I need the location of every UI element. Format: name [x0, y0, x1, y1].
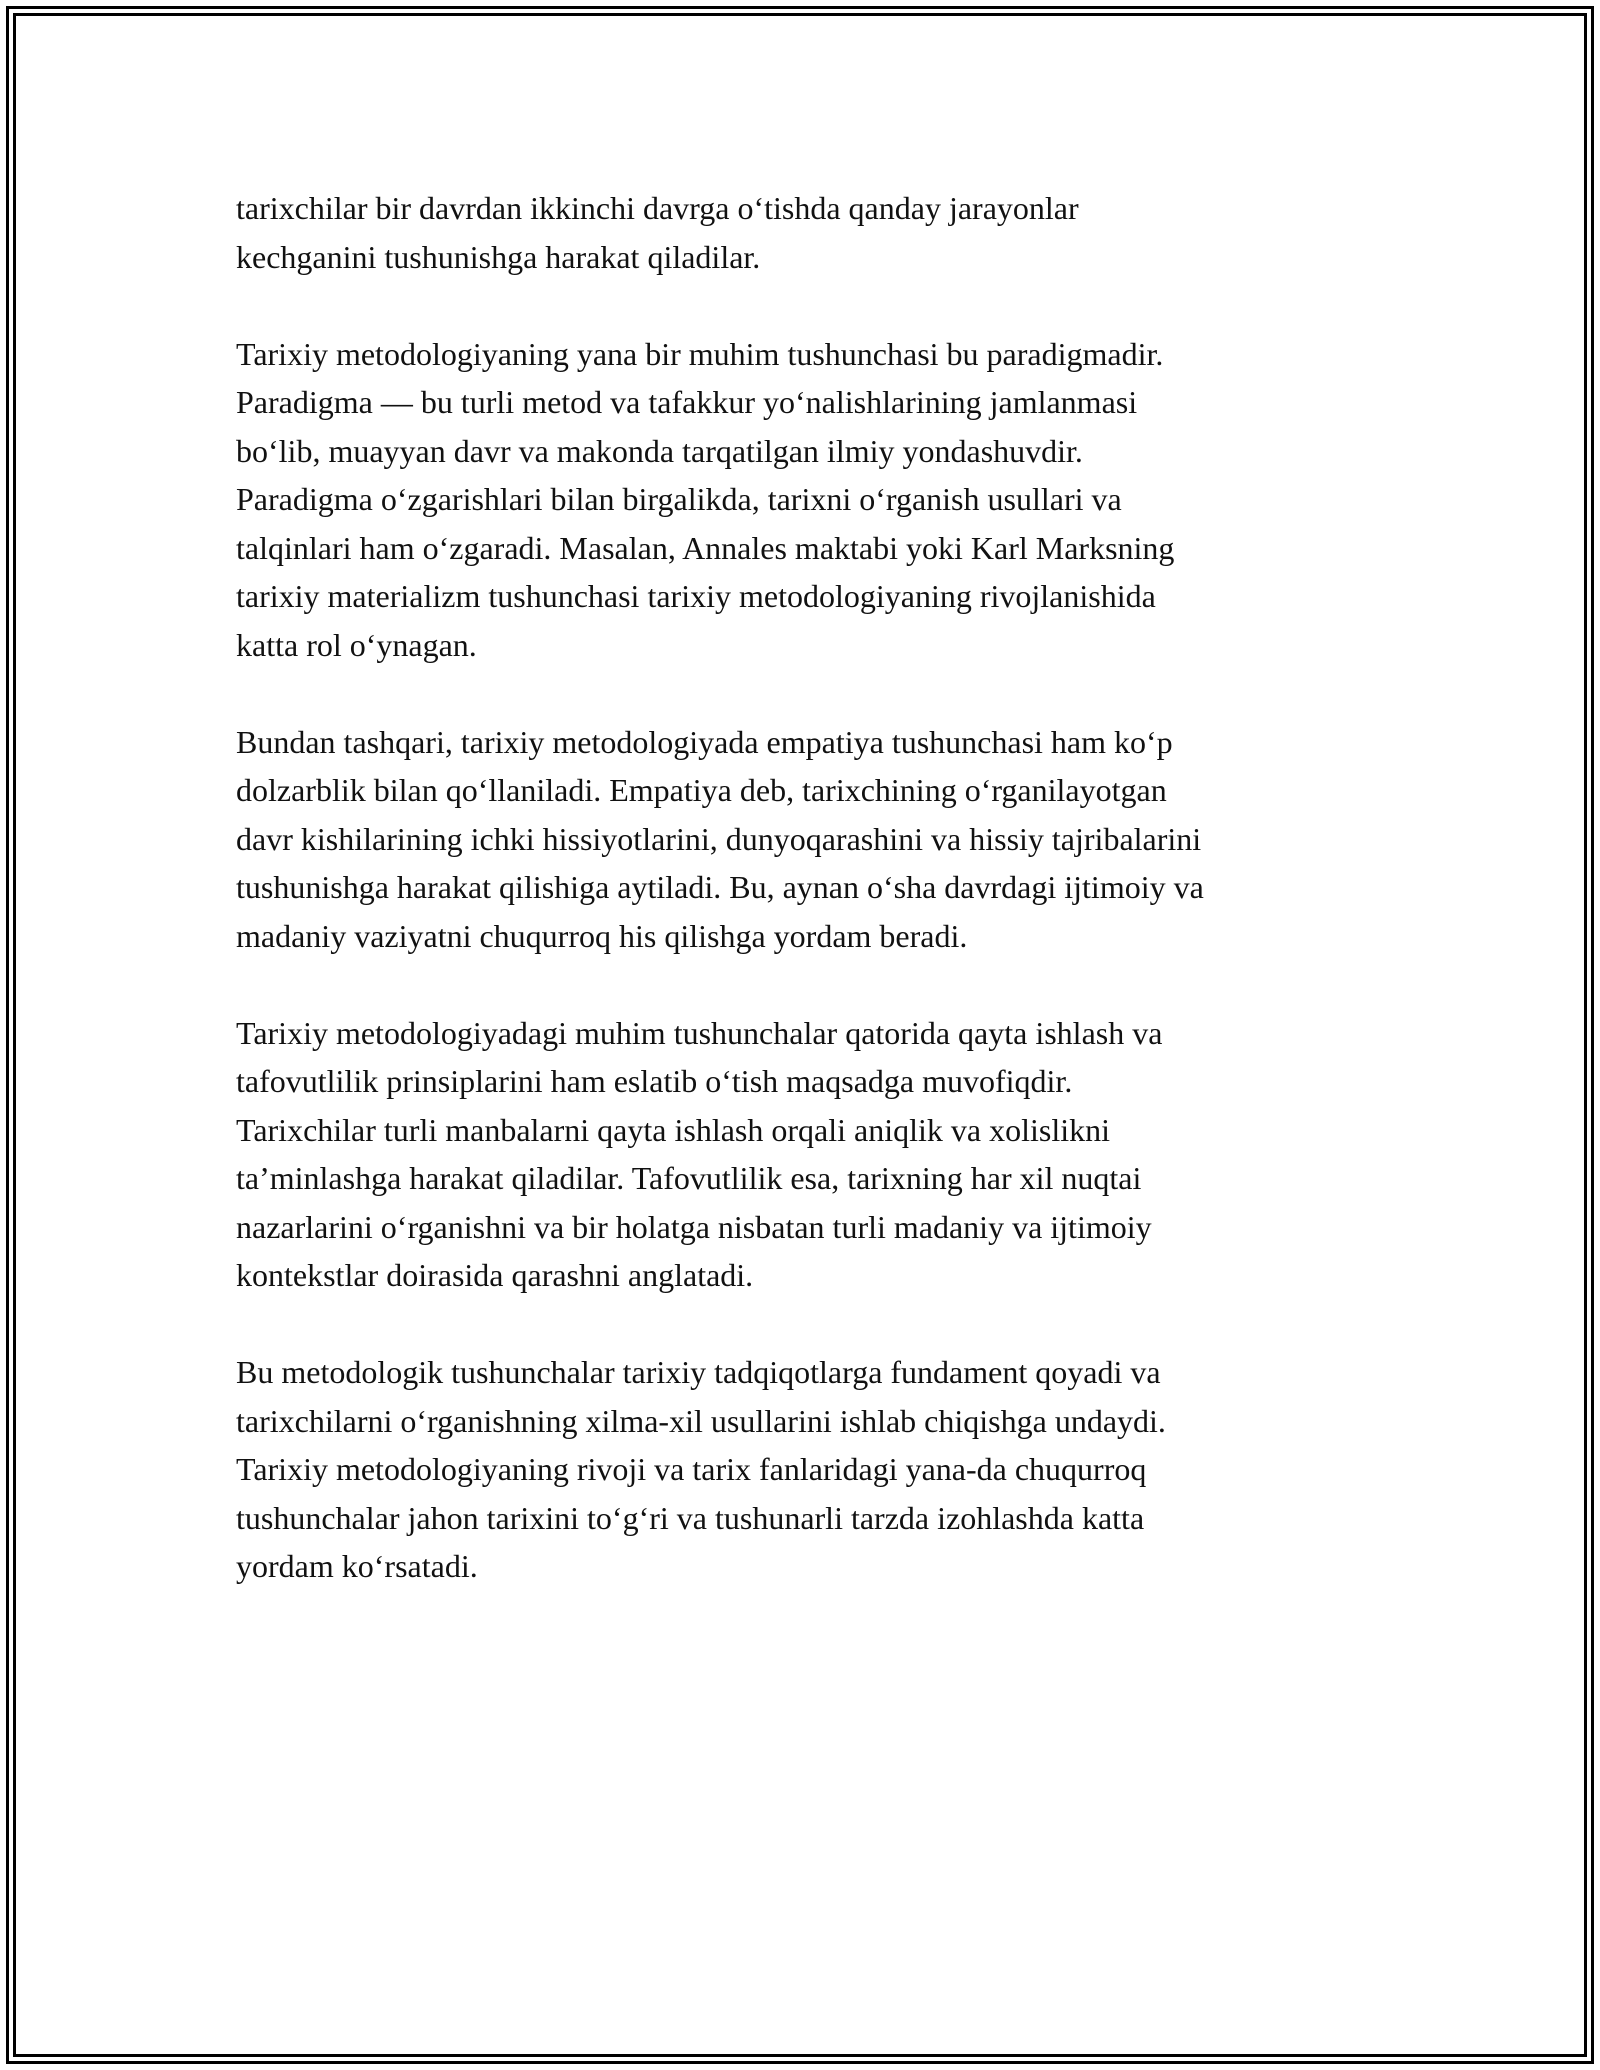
text-line: Paradigma — bu turli metod va tafakkur yo‘nalishlarining jamlanmasi: [236, 384, 1138, 420]
text-line: katta rol o‘ynagan.: [236, 626, 477, 663]
text-line: davr kishilarining ichki hissiyotlarini, dunyoqarashini va hissiy tajribalarini: [236, 820, 1202, 857]
text-line: bo‘lib, muayyan davr va makonda tarqatilgan ilmiy yondashuvdir.: [236, 432, 1083, 469]
text-line: Tarixiy metodologiyaning rivoji va tarix fanlaridagi yana-da chuqurroq: [236, 1451, 1147, 1487]
paragraph-1: [236, 184, 1366, 281]
text-line: talqinlari ham o‘zgaradi. Masalan, Annales maktabi yoki Karl Marksning: [236, 529, 1175, 566]
text-line: Bundan tashqari, tarixiy metodologiyada empatiya tushunchasi ham ko‘p: [236, 723, 1173, 760]
document-body: [236, 184, 1366, 1639]
paragraph-3: [236, 718, 1366, 961]
text-line: Tarixiy metodologiyadagi muhim tushunchalar qatorida qayta ishlash va: [236, 1014, 1163, 1051]
text-line: Bu metodologik tushunchalar tarixiy tadqiqotlarga fundament qoyadi va: [236, 1354, 1161, 1390]
text-line: tushunchalar jahon tarixini to‘g‘ri va tushunarli tarzda izohlashda katta: [236, 1499, 1145, 1536]
text-line: yordam ko‘rsatadi.: [236, 1548, 478, 1584]
text-line: tushunishga harakat qilishiga aytiladi. Bu, aynan o‘sha davrdagi ijtimoiy va: [236, 869, 1204, 905]
text-line: tarixchilarni o‘rganishning xilma-xil usullarini ishlab chiqishga undaydi.: [236, 1402, 1166, 1439]
paragraph-4: [236, 1009, 1366, 1300]
text-line: madaniy vaziyatni chuqurroq his qilishga yordam beradi.: [236, 917, 968, 954]
paragraph-5: [236, 1348, 1366, 1591]
text-line: Tarixchilar turli manbalarni qayta ishlash orqali aniqlik va xolislikni: [236, 1111, 1110, 1148]
text-line: tarixiy materializm tushunchasi tarixiy metodologiyaning rivojlanishida: [236, 578, 1156, 614]
text-line: Paradigma o‘zgarishlari bilan birgalikda, tarixni o‘rganish usullari va: [236, 481, 1122, 517]
text-line: dolzarblik bilan qo‘llaniladi. Empatiya deb, tarixchining o‘rganilayotgan: [236, 772, 1167, 808]
text-line: kechganini tushunishga harakat qiladilar.: [236, 238, 761, 275]
text-line: tarixchilar bir davrdan ikkinchi davrga o‘tishda qanday jarayonlar: [236, 190, 1079, 226]
text-line: Tarixiy metodologiyaning yana bir muhim tushunchasi bu paradigmadir.: [236, 335, 1164, 372]
text-line: nazarlarini o‘rganishni va bir holatga nisbatan turli madaniy va ijtimoiy: [236, 1208, 1152, 1245]
paragraph-2: [236, 330, 1366, 670]
text-line: kontekstlar doirasida qarashni anglatadi.: [236, 1257, 754, 1293]
text-line: tafovutlilik prinsiplarini ham eslatib o‘tish maqsadga muvofiqdir.: [236, 1063, 1073, 1099]
text-line: ta’minlashga harakat qiladilar. Tafovutlilik esa, tarixning har xil nuqtai: [236, 1160, 1142, 1196]
